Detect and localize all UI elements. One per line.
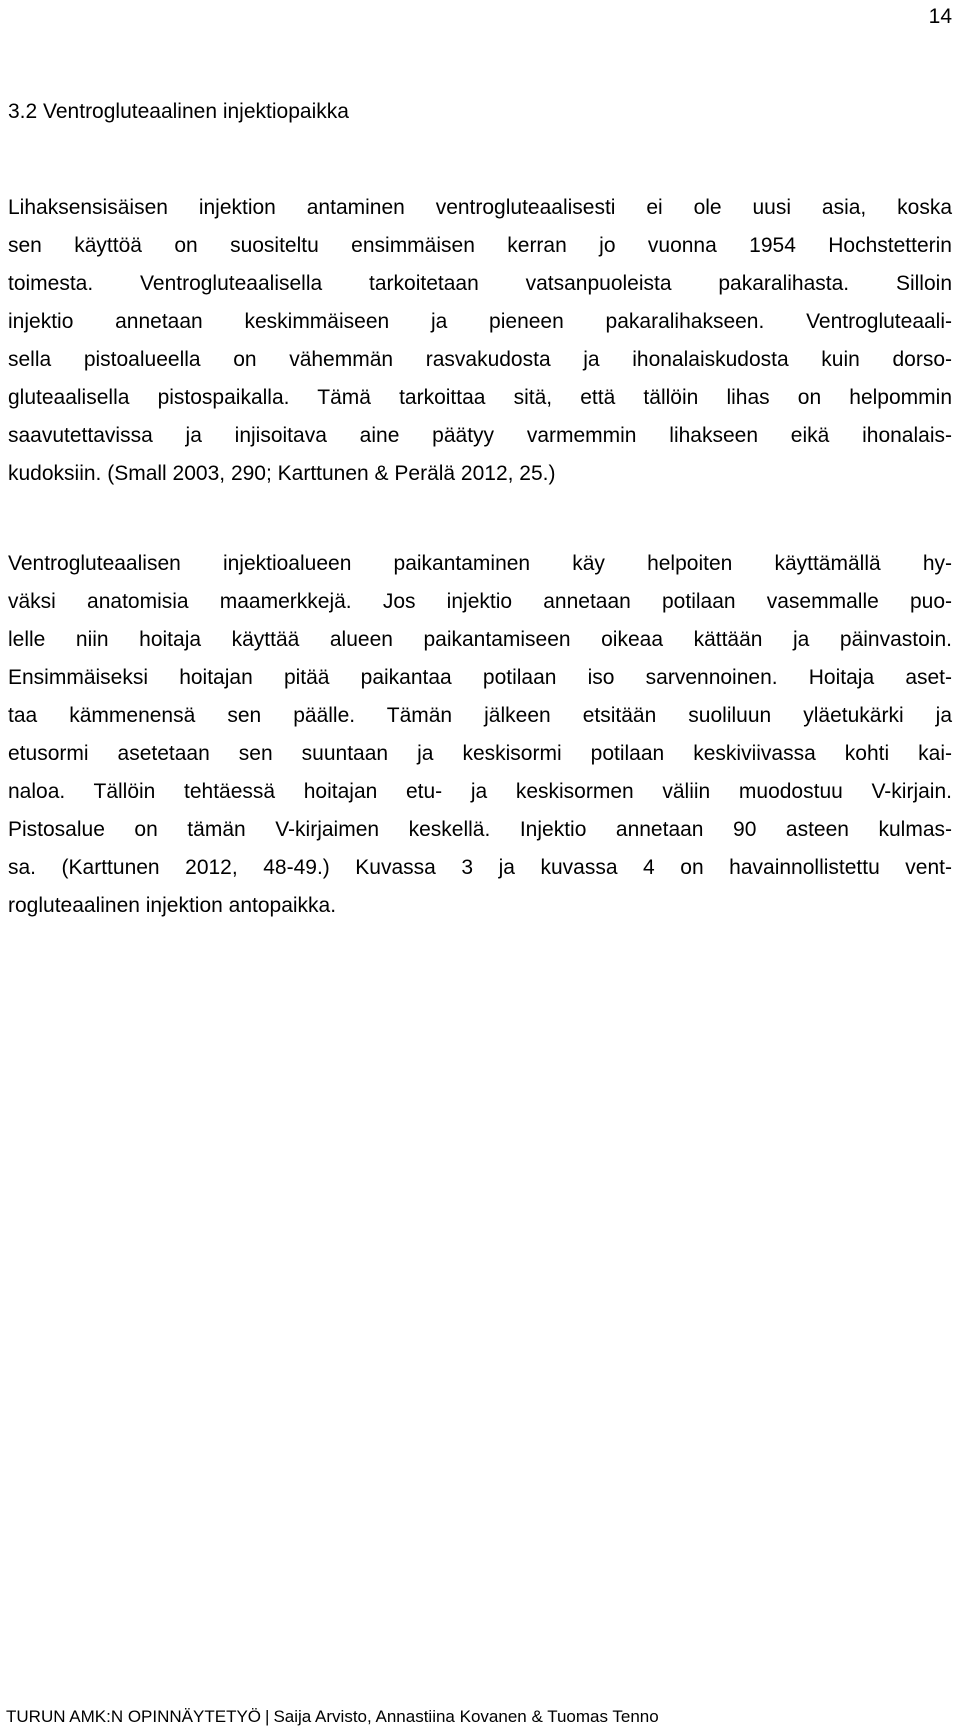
page-footer	[6, 1706, 659, 1728]
section-heading: 3.2 Ventrogluteaalinen injektiopaikka	[8, 100, 349, 123]
paragraph-line: taa kämmenensä sen päälle. Tämän jälkeen etsitään suoliluun yläetukärki ja	[8, 704, 952, 727]
footer-institution: TURUN AMK:N OPINNÄYTETYÖ	[6, 1707, 262, 1726]
paragraph-line: sa. (Karttunen 2012, 48-49.) Kuvassa 3 ja kuvassa 4 on havainnollistettu vent-	[8, 856, 952, 879]
paragraph-line: Ensimmäiseksi hoitajan pitää paikantaa potilaan iso sarvennoinen. Hoitaja aset-	[8, 666, 952, 689]
paragraph-line: etusormi asetetaan sen suuntaan ja keskisormi potilaan keskiviivassa kohti kai-	[8, 742, 952, 765]
paragraph-line: rogluteaalinen injektion antopaikka.	[8, 894, 337, 917]
paragraph-line: väksi anatomisia maamerkkejä. Jos injektio annetaan potilaan vasemmalle puo-	[8, 590, 952, 613]
paragraph-line: injektio annetaan keskimmäiseen ja pieneen pakaralihakseen. Ventrogluteaali-	[8, 310, 952, 333]
footer-authors: Saija Arvisto, Annastiina Kovanen & Tuomas Tenno	[273, 1707, 659, 1726]
paragraph-line: Ventrogluteaalisen injektioalueen paikantaminen käy helpoiten käyttämällä hy-	[8, 552, 952, 575]
paragraph-line: lelle niin hoitaja käyttää alueen paikantamiseen oikeaa kättään ja päinvastoin.	[8, 628, 952, 651]
paragraph-line: saavutettavissa ja injisoitava aine päätyy varmemmin lihakseen eikä ihonalais-	[8, 424, 952, 447]
paragraph-line: toimesta. Ventrogluteaalisella tarkoitetaan vatsanpuoleista pakaralihasta. Silloin	[8, 272, 952, 295]
paragraph-line: sen käyttöä on suositeltu ensimmäisen kerran jo vuonna 1954 Hochstetterin	[8, 234, 952, 257]
paragraph-line: naloa. Tällöin tehtäessä hoitajan etu- ja keskisormen väliin muodostuu V-kirjain.	[8, 780, 952, 803]
paragraph-line: gluteaalisella pistospaikalla. Tämä tarkoittaa sitä, että tällöin lihas on helpommin	[8, 386, 952, 409]
page-number: 14	[928, 5, 952, 28]
footer-separator: |	[265, 1707, 270, 1726]
paragraph-line: sella pistoalueella on vähemmän rasvakudosta ja ihonalaiskudosta kuin dorso-	[8, 348, 952, 371]
paragraph-line: kudoksiin. (Small 2003, 290; Karttunen & Perälä 2012, 25.)	[8, 462, 556, 485]
paragraph-line: Pistosalue on tämän V-kirjaimen keskellä. Injektio annetaan 90 asteen kulmas-	[8, 818, 952, 841]
paragraph-line: Lihaksensisäisen injektion antaminen ventrogluteaalisesti ei ole uusi asia, koska	[8, 196, 952, 219]
